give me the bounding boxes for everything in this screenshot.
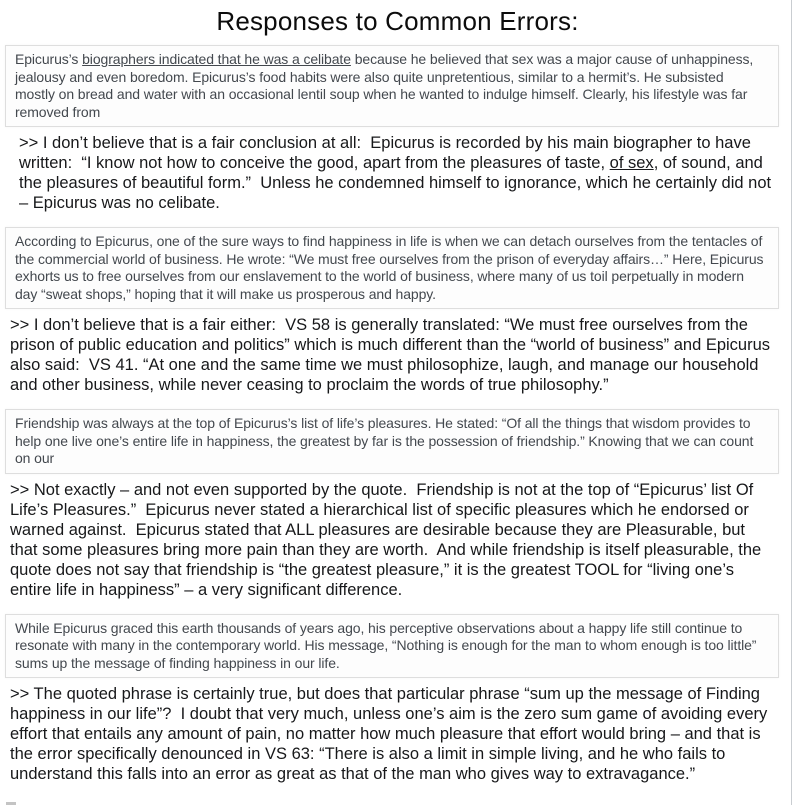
quote-block-1-text: Epicurus’s [15,51,83,67]
document-body [0,45,795,784]
response-block-1-text: >> I don’t believe that is a fair conclusion at all: Epicurus is recorded by his main biographer to have written: “I know not how to conceive the good, apart from the pleasures of taste, [19,134,756,172]
response-block-2 [10,315,775,395]
quote-block-3-text: Friendship was always at the top of Epicurus’s list of life’s pleasures. He stated: “Of all the things that wisdom provides to help one live one’s entire life in happiness, the greatest by far is the possession of friendship.” Knowing that we can count on our [15,415,754,466]
quote-block-1 [5,45,779,127]
response-block-3 [10,480,771,600]
response-block-4 [10,684,771,784]
quote-block-2 [5,227,779,309]
quote-block-1-text: because he believed that sex was a major cause of unhappiness, jealousy and even boredom. Epicurus’s food habits were also quite unpretentious, similar to a hermit’s. He subsisted mostly on bread and water with an occasional lentil soup when he wanted to indulge himself. Clearly, his lifestyle was far removed from [15,51,754,120]
page-right-border [791,0,792,805]
response-block-1-text: , of sound, and the pleasures of beautiful form.” Unless he condemned himself to ignorance, which he certainly did not – Epicurus was no celibate. [19,154,776,212]
response-block-4-text: >> The quoted phrase is certainly true, but does that particular phrase “sum up the message of Finding happiness in our life”? I doubt that very much, unless one’s aim is the zero sum game of avoiding every effort that entails any amount of pain, no matter how much pleasure that effort would bring – and that is the error specifically denounced in VS 63: “There is also a limit in simple living, and he who fails to understand this falls into an error as great as that of the man who gives way to extravagance.” [10,685,772,783]
quote-block-4 [5,614,779,679]
quote-block-1-underlined-text: biographers indicated that he was a celibate [82,51,351,67]
response-block-1 [19,133,777,213]
quote-block-2-text: According to Epicurus, one of the sure ways to find happiness in life is when we can detach ourselves from the tentacles of the commercial world of business. He wrote: “We must free ourselves from the prison of everyday affairs…” Here, Epicurus exhorts us to free ourselves from our enslavement to the world of business, where many of us toil perpetually in modern day “sweat shops,” hoping that it will make us prosperous and happy. [15,233,764,302]
page-title: Responses to Common Errors: [216,6,579,36]
response-block-2-text: >> I don’t believe that is a fair either: VS 58 is generally translated: “We must free ourselves from the prison of public education and politics” which is much different than the “world of business” and Epicurus also said: VS 41. “At one and the same time we must philosophize, laugh, and manage our household and other business, while never ceasing to proclaim the words of true philosophy.” [10,316,775,394]
quote-block-3 [5,409,779,474]
quote-block-4-text: While Epicurus graced this earth thousands of years ago, his perceptive observations about a happy life still continue to resonate with many in the contemporary world. His message, “Nothing is enough for the man to whom enough is too little” sums up the message of finding happiness in our life. [15,619,757,671]
response-block-1-underlined-text: of sex [609,154,654,172]
response-block-3-text: >> Not exactly – and not even supported by the quote. Friendship is not at the top of “Epicurus’ list Of Life’s Pleasures.” Epicurus never stated a hierarchical list of specific pleasures which he endorsed or warned against. Epicurus stated that ALL pleasures are desirable because they are Pleasurable, but that some pleasures bring more pain than they are worth. And while friendship is itself pleasurable, the quote does not say that friendship is “the greatest pleasure,” it is the greatest TOOL for “living one’s entire life in happiness” – a very significant difference. [10,480,766,599]
